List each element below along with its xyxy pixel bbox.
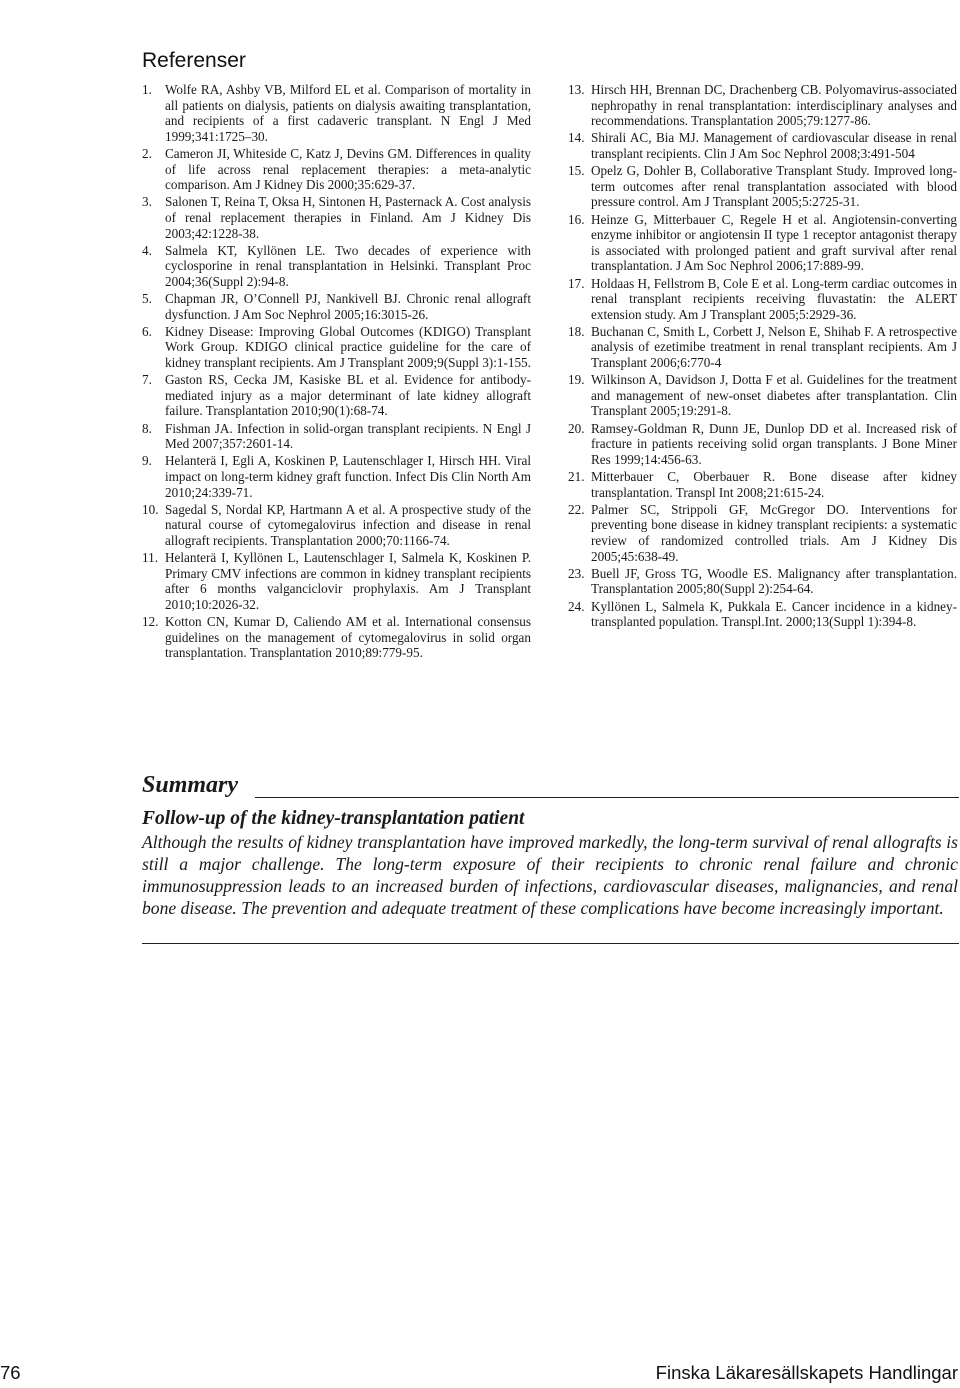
reference-text: Cameron JI, Whiteside C, Katz J, Devins GM. Differences in quality of life across renal replacement therapies: a meta-analytic comparison. Am J Kidney Dis 2000;35:629-37. xyxy=(165,145,531,193)
reference-number: 23. xyxy=(568,565,585,581)
reference-item xyxy=(142,614,531,661)
reference-text: Holdaas H, Fellstrom B, Cole E et al. Long-term cardiac outcomes in renal transplant recipients receiving fluvastatin: the ALERT extension study. Am J Transplant 2005;5:2929-36. xyxy=(591,275,957,322)
reference-number: 8. xyxy=(142,420,152,436)
page-number: 76 xyxy=(0,1362,21,1383)
reference-text: Fishman JA. Infection in solid-organ transplant recipients. N Engl J Med 2007;357:2601-14. xyxy=(165,420,531,452)
reference-item xyxy=(142,550,531,612)
references-heading: Referenser xyxy=(142,49,246,72)
reference-text: Kyllönen L, Salmela K, Pukkala E. Cancer incidence in a kidney-transplanted population. Transpl.Int. 2000;13(Suppl 1):394-8. xyxy=(591,598,957,630)
reference-number: 21. xyxy=(568,469,585,484)
reference-item xyxy=(142,453,531,500)
references-list-left xyxy=(142,82,531,663)
reference-number: 5. xyxy=(142,291,152,307)
reference-item xyxy=(568,324,957,371)
reference-text: Kidney Disease: Improving Global Outcomes (KDIGO) Transplant Work Group. KDIGO clinical practice guideline for the care of kidney transplant recipients. Am J Transplant 2009;9(Suppl 3):1-155. xyxy=(165,323,531,371)
reference-text: Palmer SC, Strippoli GF, McGregor DO. Interventions for preventing bone disease in kidney transplant recipients: a systematic review of randomized controlled trials. Am J Kidney Dis 2005;45:638-49. xyxy=(591,501,957,564)
reference-text: Mitterbauer C, Oberbauer R. Bone disease after kidney transplantation. Transpl Int 2008;21:615-24. xyxy=(591,469,957,500)
reference-item xyxy=(142,421,531,452)
reference-text: Helanterä I, Egli A, Koskinen P, Lautenschlager I, Hirsch HH. Viral impact on long-term kidney graft function. Infect Dis Clin North Am 2010;24:339-71. xyxy=(165,453,531,500)
reference-number: 6. xyxy=(142,323,152,339)
reference-text: Sagedal S, Nordal KP, Hartmann A et al. A prospective study of the natural course of cytomegalovirus infection and disease in renal allograft recipients. Transplantation 2000;70:1166-74. xyxy=(165,501,531,548)
summary-heading: Summary xyxy=(142,772,239,798)
reference-number: 24. xyxy=(568,598,585,614)
reference-number: 17. xyxy=(568,275,585,291)
reference-item xyxy=(568,372,957,419)
reference-number: 16. xyxy=(568,211,585,227)
reference-item xyxy=(142,243,531,290)
reference-item xyxy=(568,276,957,323)
reference-text: Salonen T, Reina T, Oksa H, Sintonen H, Pasternack A. Cost analysis of renal replacement therapies in Finland. Am J Kidney Dis 2003;42:1228-38. xyxy=(165,194,531,241)
reference-number: 4. xyxy=(142,242,152,258)
reference-number: 12. xyxy=(142,614,159,630)
reference-item xyxy=(568,599,957,630)
summary-bottom-divider xyxy=(142,943,959,944)
summary-divider xyxy=(255,797,959,798)
reference-number: 10. xyxy=(142,501,159,517)
reference-number: 18. xyxy=(568,323,585,339)
reference-item xyxy=(568,502,957,564)
reference-item xyxy=(142,324,531,371)
reference-text: Ramsey-Goldman R, Dunn JE, Dunlop DD et al. Increased risk of fracture in patients receiving solid organ transplants. J Bone Miner Res 1999;14:456-63. xyxy=(591,420,957,467)
summary-title: Follow-up of the kidney-transplantation patient xyxy=(142,808,525,829)
reference-item xyxy=(142,502,531,549)
reference-number: 11. xyxy=(142,550,158,566)
reference-text: Hirsch HH, Brennan DC, Drachenberg CB. Polyomavirus-associated nephropathy in renal transplantation: interdisciplinary analyses and recommendations. Transplantation 2005;79:1277-86. xyxy=(591,82,957,129)
reference-number: 9. xyxy=(142,453,152,469)
reference-item xyxy=(568,130,957,161)
reference-item xyxy=(568,566,957,597)
reference-number: 20. xyxy=(568,420,585,436)
reference-number: 19. xyxy=(568,372,585,388)
reference-text: Helanterä I, Kyllönen L, Lautenschlager I, Salmela K, Koskinen P. Primary CMV infections are common in kidney transplant recipients after 6 months valganciclovir prophylaxis. Am J Transplant 2010;10:2026-32. xyxy=(165,550,531,612)
reference-text: Opelz G, Dohler B, Collaborative Transplant Study. Improved long-term outcomes after renal transplantation associated with blood pressure control. Am J Transplant 2005;5:2725-31. xyxy=(591,163,957,210)
reference-item xyxy=(568,82,957,129)
reference-text: Heinze G, Mitterbauer C, Regele H et al. Angiotensin-converting enzyme inhibitor or angiotensin II type 1 receptor antagonist therapy is associated with prolonged patient and graft survival after renal transplantation. J Am Soc Nephrol 2006;17:889-99. xyxy=(591,211,957,274)
reference-number: 2. xyxy=(142,145,152,161)
reference-number: 13. xyxy=(568,82,585,97)
reference-text: Salmela KT, Kyllönen LE. Two decades of experience with cyclosporine in renal transplantation in Helsinki. Transplant Proc 2004;36(Suppl 2):94-8. xyxy=(165,242,531,289)
reference-number: 7. xyxy=(142,372,152,388)
reference-item xyxy=(142,194,531,241)
reference-text: Wolfe RA, Ashby VB, Milford EL et al. Comparison of mortality in all patients on dialysis, patients on dialysis awaiting transplantation, and recipients of a first cadaveric transplant. N Engl J Med 1999;341:1725–30. xyxy=(165,82,531,144)
reference-item xyxy=(568,212,957,274)
reference-text: Chapman JR, O’Connell PJ, Nankivell BJ. Chronic renal allograft dysfunction. J Am Soc Nephrol 2005;16:3015-26. xyxy=(165,291,531,322)
reference-number: 14. xyxy=(568,130,585,146)
reference-item xyxy=(142,146,531,193)
reference-item xyxy=(568,421,957,468)
reference-text: Shirali AC, Bia MJ. Management of cardiovascular disease in renal transplant recipients. Clin J Am Soc Nephrol 2008;3:491-504 xyxy=(591,130,957,161)
reference-number: 3. xyxy=(142,194,152,210)
reference-text: Gaston RS, Cecka JM, Kasiske BL et al. Evidence for antibody-mediated injury as a major determinant of late kidney allograft failure. Transplantation 2010;90(1):68-74. xyxy=(165,372,531,419)
reference-text: Wilkinson A, Davidson J, Dotta F et al. Guidelines for the treatment and management of new-onset diabetes after transplantation. Clin Transplant 2005;19:291-8. xyxy=(591,372,957,419)
reference-number: 1. xyxy=(142,82,152,97)
references-list-right xyxy=(568,82,957,631)
reference-item xyxy=(568,469,957,500)
reference-number: 22. xyxy=(568,501,585,517)
reference-text: Buchanan C, Smith L, Corbett J, Nelson E, Shihab F. A retrospective analysis of ezetimibe treatment in renal transplant recipients. Am J Transplant 2006;6:770-4 xyxy=(591,323,957,371)
journal-name: Finska Läkaresällskapets Handlingar xyxy=(655,1362,958,1383)
reference-text: Buell JF, Gross TG, Woodle ES. Malignancy after transplantation. Transplantation 2005;80(Suppl 2):254-64. xyxy=(591,565,957,597)
reference-text: Kotton CN, Kumar D, Caliendo AM et al. International consensus guidelines on the management of cytomegalovirus in solid organ transplantation. Transplantation 2010;89:779-95. xyxy=(165,614,531,661)
summary-body: Although the results of kidney transplantation have improved markedly, the long-term survival of renal allografts is still a major challenge. The long-term exposure of their recipients to chronic renal failure and chronic immunosuppression leads to an increased burden of infections, cardiovascular diseases, malignancies, and renal bone disease. The prevention and adequate treatment of these complications have become increasingly important. xyxy=(142,832,958,918)
reference-item xyxy=(142,291,531,322)
reference-item xyxy=(142,82,531,144)
reference-number: 15. xyxy=(568,163,585,179)
reference-item xyxy=(568,163,957,210)
reference-item xyxy=(142,372,531,419)
